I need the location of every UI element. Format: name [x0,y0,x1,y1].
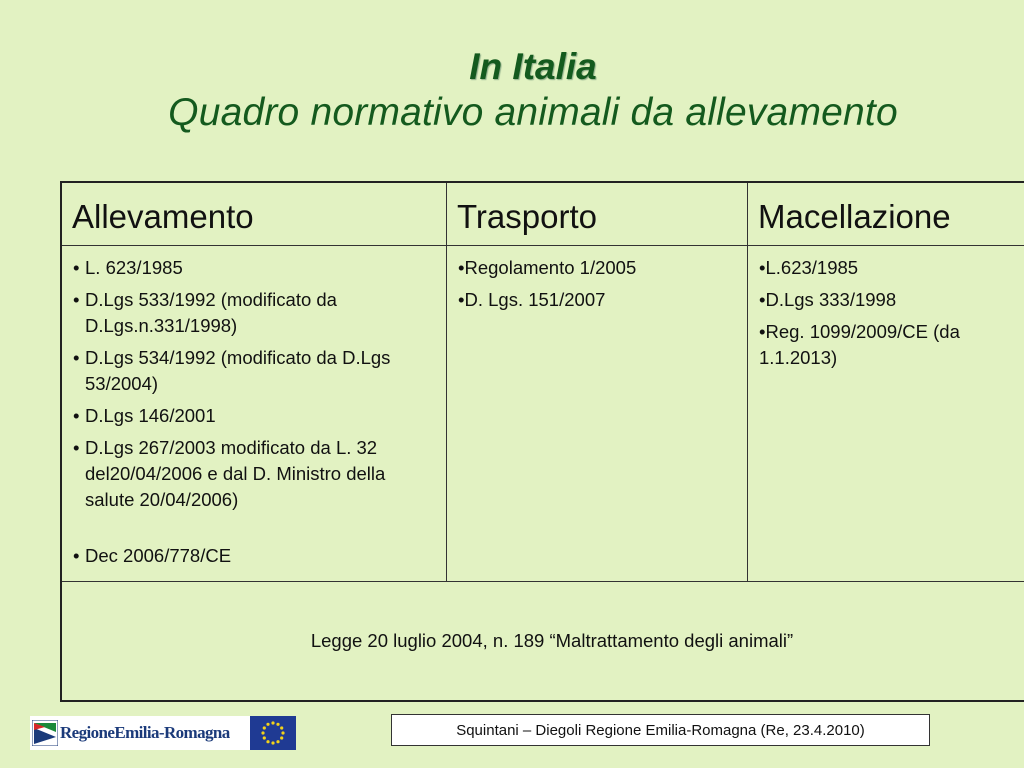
cell-allevamento [61,246,447,582]
header-trasporto: Trasporto [447,182,748,246]
table-footer-row [61,582,1024,702]
slide-title [0,44,1024,136]
cell-trasporto [447,246,748,582]
list-item: • Regolamento 1/2005 [458,255,736,281]
list-item: • D.Lgs 533/1992 (modificato da D.Lgs.n.331/1998) [73,287,435,339]
list-item: • D.Lgs 333/1998 [759,287,1024,313]
list-item: • D. Lgs. 151/2007 [458,287,736,313]
eu-flag-icon [250,716,296,750]
list-item: • Reg. 1099/2009/CE (da 1.1.2013) [759,319,1024,371]
footer-law: Legge 20 luglio 2004, n. 189 “Maltrattamento degli animali” [61,582,1024,702]
header-allevamento: Allevamento [61,182,447,246]
list-item: • D.Lgs 267/2003 modificato da L. 32 del20/04/2006 e dal D. Ministro della salute 20/04/2006) [73,435,435,513]
macellazione-list [749,247,1024,371]
list-item: • L.623/1985 [759,255,1024,281]
allevamento-list [63,247,445,569]
title-main: In Italia [469,46,597,87]
table-body-row [61,246,1024,582]
logo-text: RegioneEmilia-Romagna [60,723,230,742]
legislation-table [60,181,1024,702]
header-macellazione: Macellazione [748,182,1024,246]
list-item: • D.Lgs 534/1992 (modificato da D.Lgs 53/2004) [73,345,435,397]
trasporto-list [448,247,746,313]
cell-macellazione [748,246,1024,582]
title-subtitle: Quadro normativo animali da allevamento [168,91,898,134]
table-header-row [61,182,1024,246]
list-item: • Dec 2006/778/CE [73,543,435,569]
list-item: • D.Lgs 146/2001 [73,403,435,429]
list-item: • L. 623/1985 [73,255,435,281]
regione-emblem-icon [32,720,58,746]
credit-box: Squintani – Diegoli Regione Emilia-Romagna (Re, 23.4.2010) [391,714,930,746]
